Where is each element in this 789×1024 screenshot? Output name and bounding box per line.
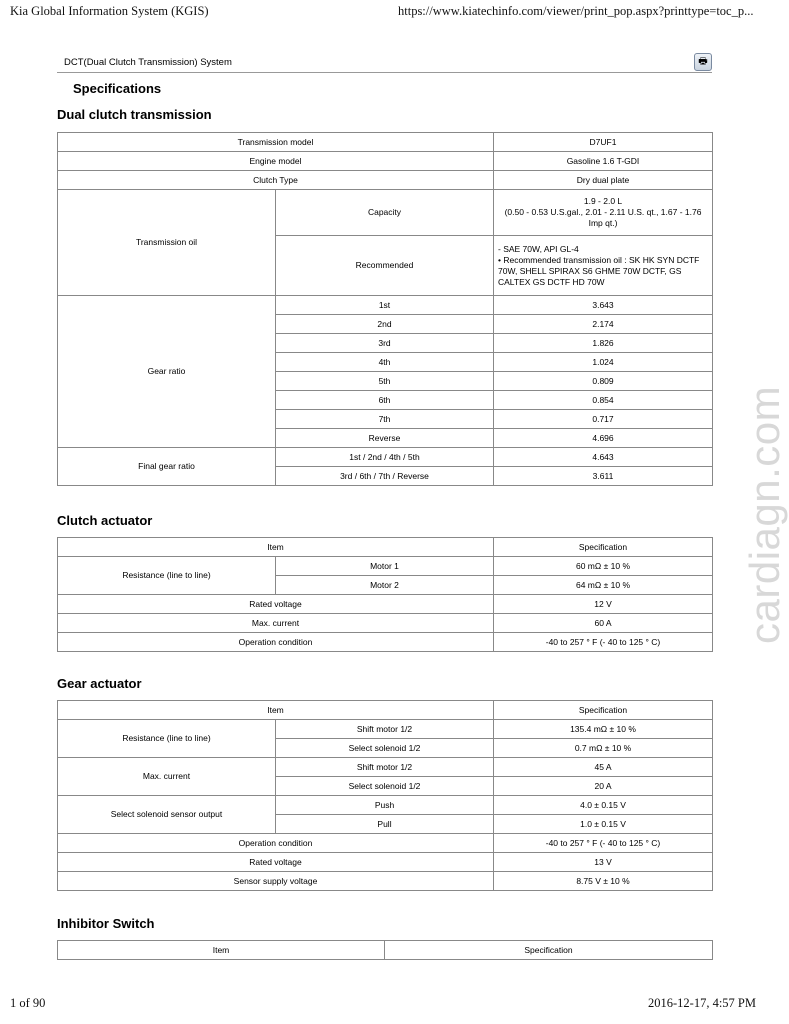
cell-value: D7UF1 [494,133,713,152]
cell-value: 64 mΩ ± 10 % [494,576,713,595]
cell-label: Push [276,796,494,815]
table-row [58,872,713,891]
cell-value: 3.643 [494,296,713,315]
cell-label: Shift motor 1/2 [276,758,494,777]
column-header: Item [58,538,494,557]
cell-label: Pull [276,815,494,834]
cell-value: 60 A [494,614,713,633]
table-row [58,853,713,872]
cell-label: Reverse [276,429,494,448]
cell-label: 3rd / 6th / 7th / Reverse [276,467,494,486]
section-title: DCT(Dual Clutch Transmission) System [64,57,232,68]
cell-label: Max. current [58,614,494,633]
gear-actuator-heading: Gear actuator [57,676,142,691]
cell-value: 0.7 mΩ ± 10 % [494,739,713,758]
table-row [58,834,713,853]
column-header: Item [58,941,385,960]
cell-label: Shift motor 1/2 [276,720,494,739]
cell-value: 1.826 [494,334,713,353]
table-row [58,448,713,467]
cell-value: 0.717 [494,410,713,429]
column-header: Specification [494,701,713,720]
browser-url: https://www.kiatechinfo.com/viewer/print_pop.aspx?printtype=toc_p... [398,4,754,18]
cell-value: 12 V [494,595,713,614]
column-header: Specification [494,538,713,557]
cell-label: Resistance (line to line) [58,557,276,595]
cell-label: Select solenoid sensor output [58,796,276,834]
cell-label: Rated voltage [58,595,494,614]
cell-label: 1st / 2nd / 4th / 5th [276,448,494,467]
cell-value: 20 A [494,777,713,796]
cell-value: 4.696 [494,429,713,448]
cell-label: Select solenoid 1/2 [276,777,494,796]
cell-value: 13 V [494,853,713,872]
browser-title: Kia Global Information System (KGIS) [10,4,209,18]
table-row [58,152,713,171]
recommended-line: - SAE 70W, API GL-4 [498,243,579,254]
clutch-actuator-table [57,537,713,652]
cell-label: 6th [276,391,494,410]
cell-value: 4.643 [494,448,713,467]
cell-value: 135.4 mΩ ± 10 % [494,720,713,739]
table-row [58,758,713,777]
cell-label: Sensor supply voltage [58,872,494,891]
table-row [58,190,713,236]
cell-value: 1.0 ± 0.15 V [494,815,713,834]
recommended-line: • Recommended transmission oil : SK HK SYN DCTF 70W, SHELL SPIRAX S6 GHME 70W DCTF, GS CALTEX GS DCTF HD 70W [498,254,700,287]
cell-label: 3rd [276,334,494,353]
table-row [58,796,713,815]
cell-label: 7th [276,410,494,429]
cell-value: Dry dual plate [494,171,713,190]
cell-label: Transmission model [58,133,494,152]
cell-value: 0.809 [494,372,713,391]
clutch-actuator-heading: Clutch actuator [57,513,153,528]
cell-label: Clutch Type [58,171,494,190]
table-row [58,557,713,576]
cell-value: 8.75 V ± 10 % [494,872,713,891]
cell-value [494,190,713,236]
cell-value: 4.0 ± 0.15 V [494,796,713,815]
cell-label: Select solenoid 1/2 [276,739,494,758]
cell-value: 3.611 [494,467,713,486]
capacity-line: 1.9 - 2.0 L [583,196,623,206]
cell-value: 0.854 [494,391,713,410]
cell-value: 1.024 [494,353,713,372]
cell-label: Gear ratio [58,296,276,448]
browser-footer [0,996,768,1014]
section-header [57,53,712,73]
cell-label: Capacity [276,190,494,236]
cell-label: 4th [276,353,494,372]
cell-value: -40 to 257 ° F (- 40 to 125 ° C) [494,633,713,652]
page-count: 1 of 90 [10,996,46,1010]
table-row [58,538,713,557]
cell-label: Final gear ratio [58,448,276,486]
capacity-line: (0.50 - 0.53 U.S.gal., 2.01 - 2.11 U.S. qt., 1.67 - 1.76 Imp qt.) [504,207,702,228]
gear-actuator-table [57,700,713,891]
table-row [58,614,713,633]
cell-value: 45 A [494,758,713,777]
dct-spec-table [57,132,713,486]
cell-label: 1st [276,296,494,315]
cell-label: Motor 1 [276,557,494,576]
table-row [58,720,713,739]
table-row [58,633,713,652]
column-header: Specification [385,941,713,960]
table-row [58,595,713,614]
cell-value [494,236,713,296]
cell-value: 60 mΩ ± 10 % [494,557,713,576]
cell-label: Operation condition [58,834,494,853]
cell-label: Operation condition [58,633,494,652]
cell-label: Recommended [276,236,494,296]
inhibitor-switch-heading: Inhibitor Switch [57,916,155,931]
table-row [58,701,713,720]
specifications-heading: Specifications [73,81,162,96]
print-datetime: 2016-12-17, 4:57 PM [648,996,756,1010]
cell-label: Motor 2 [276,576,494,595]
watermark: cardiagn.com [741,385,788,644]
cell-label: Max. current [58,758,276,796]
printer-icon[interactable]: 🖶 [694,53,712,71]
table-row [58,171,713,190]
cell-label: 2nd [276,315,494,334]
column-header: Item [58,701,494,720]
cell-value: 2.174 [494,315,713,334]
dct-heading: Dual clutch transmission [57,107,212,122]
inhibitor-switch-table [57,940,713,960]
cell-label: Transmission oil [58,190,276,296]
table-row [58,133,713,152]
browser-header [0,4,768,22]
cell-label: Resistance (line to line) [58,720,276,758]
cell-value: -40 to 257 ° F (- 40 to 125 ° C) [494,834,713,853]
table-row [58,941,713,960]
table-row [58,296,713,315]
cell-label: 5th [276,372,494,391]
cell-label: Engine model [58,152,494,171]
cell-label: Rated voltage [58,853,494,872]
cell-value: Gasoline 1.6 T-GDI [494,152,713,171]
